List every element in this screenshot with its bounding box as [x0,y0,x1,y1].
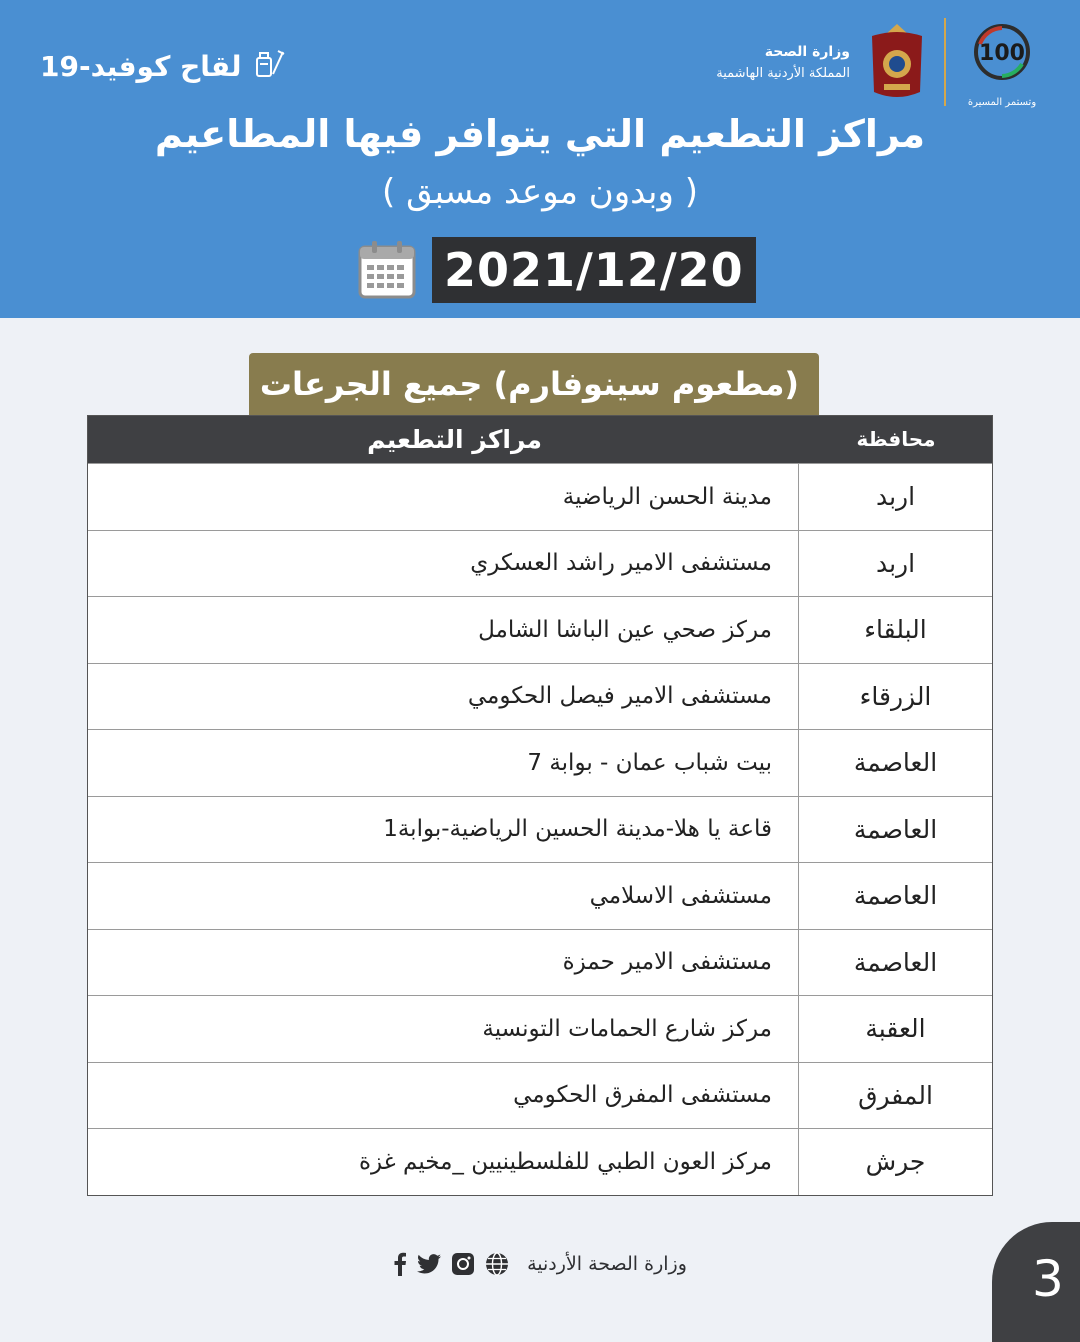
governorate-cell: الزرقاء [798,664,992,730]
table-row [88,995,992,1062]
center-cell: مستشفى الامير فيصل الحكومي [467,683,772,710]
calendar-icon [356,239,418,301]
governorate-cell: العقبة [798,996,992,1062]
center-cell: مركز شارع الحمامات التونسية [482,1015,772,1042]
governorate-header: محافظة [856,427,936,451]
centers-header: مراكز التطعيم [367,425,542,454]
center-cell: مستشفى الاسلامي [589,882,772,909]
footer-org-name: وزارة الصحة الأردنية [527,1253,687,1275]
table-row [88,1062,992,1129]
page-number-badge [992,1222,1080,1342]
center-cell: مستشفى المفرق الحكومي [513,1082,772,1109]
instagram-icon[interactable] [451,1252,475,1276]
table-row [88,729,992,796]
governorate-cell: اربد [798,464,992,530]
center-cell: مدينة الحسن الرياضية [562,483,772,510]
centennial-tagline: وتستمر المسيرة [967,97,1037,108]
footer [0,1246,1080,1282]
logo-divider [944,18,946,106]
governorate-cell: العاصمة [798,797,992,863]
governorate-cell: العاصمة [798,930,992,996]
header-banner [0,0,1080,318]
table-row [88,530,992,597]
governorate-cell: المفرق [798,1063,992,1129]
date-badge: 2021/12/20 [432,237,756,303]
governorate-cell: اربد [798,531,992,597]
globe-icon[interactable] [485,1252,509,1276]
center-cell: مركز صحي عين الباشا الشامل [478,616,772,643]
table-row [88,663,992,730]
governorate-cell: جرش [798,1129,992,1195]
governorate-cell: العاصمة [798,863,992,929]
table-row [88,929,992,996]
vaccine-vial-icon [251,46,285,87]
table-row [88,596,992,663]
center-cell: قاعة يا هلا-مدينة الحسين الرياضية-بوابة1 [383,816,772,843]
table-row [88,463,992,530]
logo-block [716,14,1044,110]
ministry-text [716,44,850,81]
page-number: 3 [1032,1250,1064,1308]
center-cell: مركز العون الطبي للفلسطينيين _مخيم غزة [358,1148,772,1175]
vaccine-label-text: لقاح كوفيد-19 [40,50,242,83]
jordan-coat-of-arms-icon [864,20,930,104]
table-row [88,1128,992,1195]
governorate-cell: العاصمة [798,730,992,796]
governorate-cell: البلقاء [798,597,992,663]
page-subtitle: ( وبدون موعد مسبق ) [382,172,698,212]
twitter-icon[interactable] [417,1254,441,1274]
table-header [88,416,992,463]
center-cell: بيت شباب عمان - بوابة 7 [527,749,772,776]
centennial-number: 100 [979,41,1025,66]
vaccine-label [40,46,285,87]
ministry-name: وزارة الصحة [764,43,850,60]
facebook-icon[interactable] [393,1252,407,1276]
vaccine-type-tab: (مطعوم سينوفارم) جميع الجرعات [249,353,819,415]
page-title: مراكز التطعيم التي يتوافر فيها المطاعيم [154,112,926,156]
center-cell: مستشفى الامير راشد العسكري [470,550,772,577]
table-row [88,862,992,929]
centers-table [87,415,993,1196]
centennial-logo [960,14,1044,110]
center-cell: مستشفى الامير حمزة [562,949,772,976]
kingdom-name: المملكة الأردنية الهاشمية [716,65,850,81]
date-row [356,237,756,303]
table-row [88,796,992,863]
